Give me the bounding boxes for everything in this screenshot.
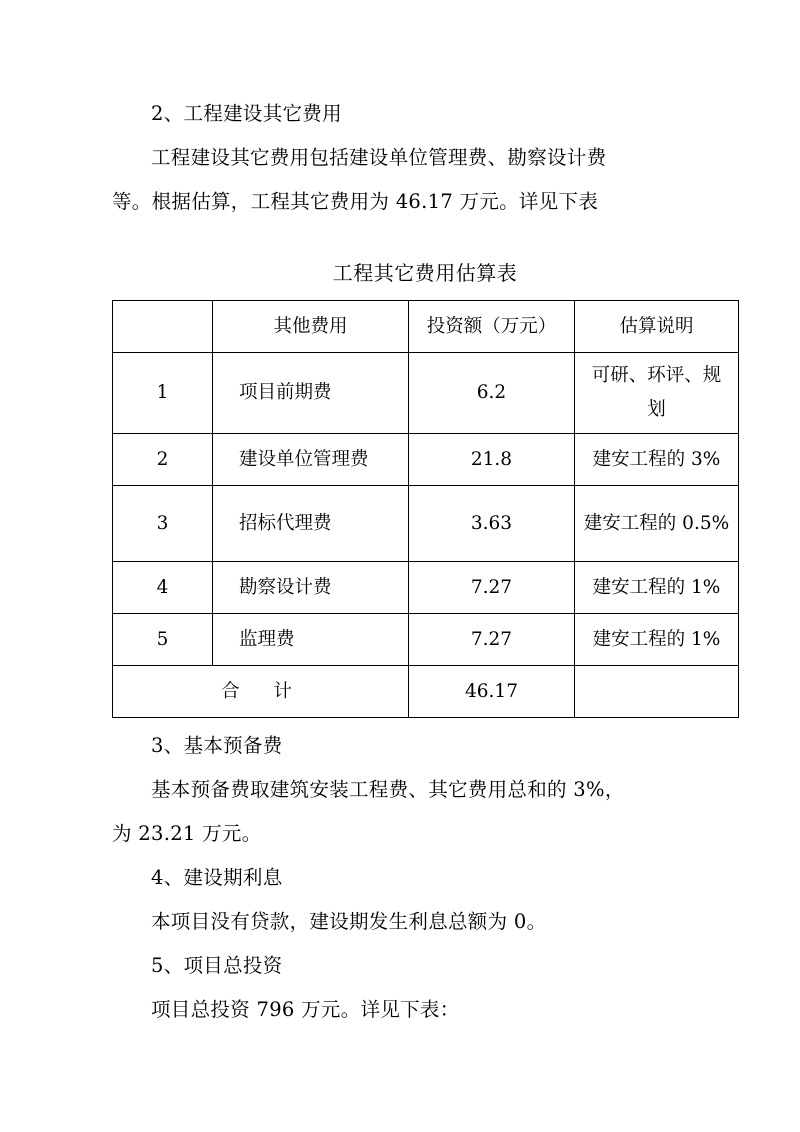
cell-amount: 3.63 [409,486,575,562]
cell-name: 建设单位管理费 [213,434,409,486]
cell-index: 3 [113,486,213,562]
cell-total-note [575,666,739,718]
cell-index: 5 [113,614,213,666]
cell-name: 项目前期费 [213,353,409,434]
table-row [113,353,739,434]
table-row [113,486,739,562]
cell-total-amount: 46.17 [409,666,575,718]
section-body-line: 为 23.21 万元。 [112,822,262,845]
cell-note: 建安工程的 0.5% [575,486,739,562]
cell-note: 建安工程的 1% [575,562,739,614]
section-heading-3: 4、建设期利息 [151,866,283,889]
table-row [113,614,739,666]
table-header-cell-index [113,301,213,353]
cell-total-label: 合 计 [113,666,409,718]
cell-name: 监理费 [213,614,409,666]
cell-name: 勘察设计费 [213,562,409,614]
cell-index: 1 [113,353,213,434]
table-header-cell-amount: 投资额（万元） [409,301,575,353]
cell-index: 2 [113,434,213,486]
table-header-row [113,301,739,353]
cell-note: 可研、环评、规划 [575,353,739,434]
table-row [113,562,739,614]
cell-amount: 21.8 [409,434,575,486]
section-body-line: 工程建设其它费用包括建设单位管理费、勘察设计费 [151,146,607,169]
cell-note: 建安工程的 3% [575,434,739,486]
cell-amount: 7.27 [409,614,575,666]
cell-name: 招标代理费 [213,486,409,562]
section-heading-2: 3、基本预备费 [151,734,283,757]
section-body-line: 本项目没有贷款，建设期发生利息总额为 0。 [151,910,547,933]
table-total-row [113,666,739,718]
table-header-cell-name: 其他费用 [213,301,409,353]
cell-index: 4 [113,562,213,614]
vertical-spacer [112,224,738,258]
cell-amount: 7.27 [409,562,575,614]
table-row [113,434,739,486]
cost-estimate-table [112,300,739,718]
section-heading-1: 2、工程建设其它费用 [151,102,342,125]
section-body-line: 等。根据估算，工程其它费用为 46.17 万元。详见下表 [112,190,599,213]
table-header-cell-note: 估算说明 [575,301,739,353]
section-body-line: 基本预备费取建筑安装工程费、其它费用总和的 3%， [151,778,625,801]
section-heading-4: 5、项目总投资 [151,954,283,977]
section-body-line: 项目总投资 796 万元。详见下表： [151,998,460,1021]
table-title: 工程其它费用估算表 [332,261,518,285]
cell-note: 建安工程的 1% [575,614,739,666]
cell-amount: 6.2 [409,353,575,434]
